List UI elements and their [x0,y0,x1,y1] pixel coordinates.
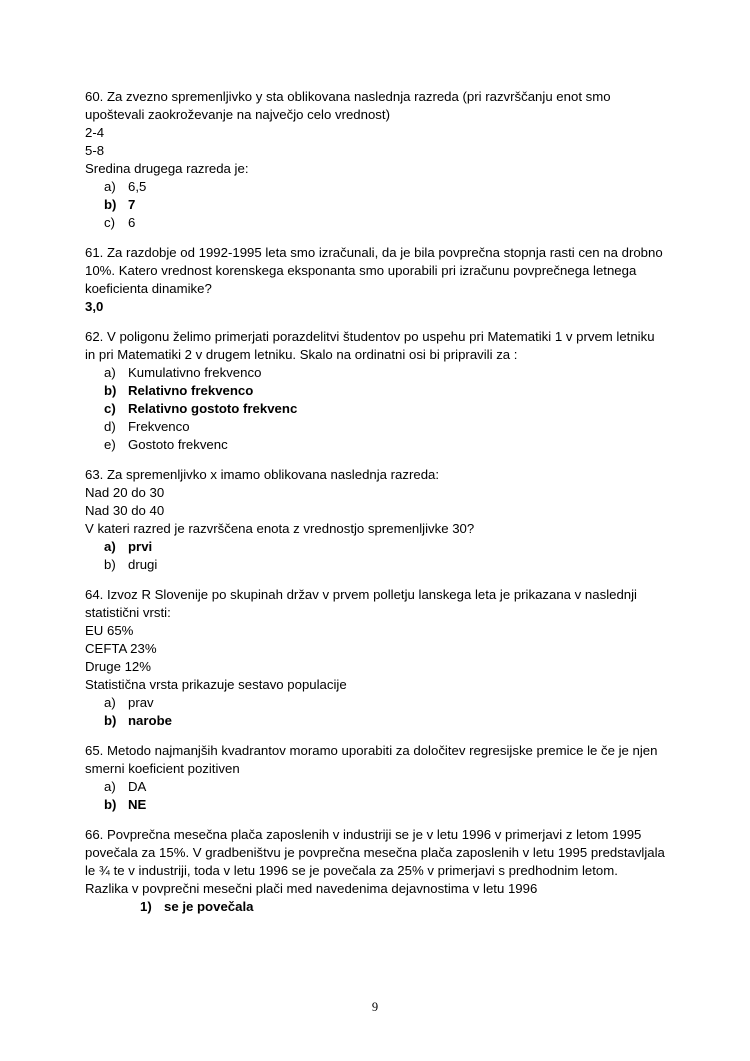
answer-options-list [85,538,665,574]
option-marker: 1) [140,899,152,914]
option-marker: b) [104,797,117,812]
answer-options-list [85,178,665,232]
option-label: drugi [128,557,158,572]
answer-option[interactable] [85,778,665,796]
question-text-line: Nad 20 do 30 [85,485,165,500]
question-text-line: 61. Za razdobje od 1992-1995 leta smo izračunali, da je bila povprečna stopnja rasti cen na drobno 10%. Katero vrednost korenskega eksponanta smo uporabili pri izračunu povprečnega letnega koeficienta dinamike? [85,245,667,296]
option-label: Frekvenco [128,419,190,434]
option-marker: b) [104,557,116,572]
answer-option[interactable] [85,196,665,214]
answer-option[interactable] [85,382,665,400]
option-marker: a) [104,695,116,710]
question-text-line: EU 65% [85,623,134,638]
answer-options-list [85,694,665,730]
answer-option[interactable] [85,898,665,916]
question-text-line: Sredina drugega razreda je: [85,161,249,176]
answer-option[interactable] [85,712,665,730]
answer-option[interactable] [85,436,665,454]
question-block-q61 [85,244,665,316]
answer-option[interactable] [85,418,665,436]
question-text-line: 62. V poligonu želimo primerjati porazdelitvi študentov po uspehu pri Matematiki 1 v prvem letniku in pri Matematiki 2 v drugem letniku. Skalo na ordinatni osi bi pripravili za : [85,329,659,362]
option-marker: b) [104,383,117,398]
question-text-line: CEFTA 23% [85,641,157,656]
question-text-line: Statistična vrsta prikazuje sestavo populacije [85,677,347,692]
question-text-line: Druge 12% [85,659,151,674]
option-label: Gostoto frekvenc [128,437,228,452]
answer-option[interactable] [85,538,665,556]
option-label: prav [128,695,154,710]
option-marker: b) [104,197,117,212]
option-label: se je povečala [164,899,254,914]
answer-option[interactable] [85,214,665,232]
option-label: DA [128,779,147,794]
option-label: Relativno frekvenco [128,383,254,398]
option-marker: a) [104,365,116,380]
question-text-line: 66. Povprečna mesečna plača zaposlenih v industriji se je v letu 1996 v primerjavi z letom 1995 povečala za 15%. V gradbeništvu je povprečna mesečna plača zaposlenih v letu 1995 predstavljala le ¾ te v industriji, toda v letu 1996 se je povečala za 25% v primerjavi s predhodnim letom. [85,827,669,878]
page-number: 9 [371,1000,379,1014]
option-marker: d) [104,419,116,434]
answer-option[interactable] [85,178,665,196]
question-block-q64 [85,586,665,730]
question-block-q65 [85,742,665,814]
questions-container [85,88,669,916]
answer-options-list [85,778,665,814]
question-block-q66 [85,826,669,916]
question-text-line: 63. Za spremenljivko x imamo oblikovana naslednja razreda: [85,467,440,482]
option-marker: a) [104,539,116,554]
option-marker: e) [104,437,116,452]
question-text-line: Nad 30 do 40 [85,503,165,518]
answer-options-list [85,898,665,916]
option-label: NE [128,797,147,812]
question-text-line: 3,0 [85,299,104,314]
option-marker: a) [104,179,116,194]
answer-option[interactable] [85,694,665,712]
option-label: narobe [128,713,172,728]
option-label: Relativno gostoto frekvenc [128,401,298,416]
option-marker: b) [104,713,117,728]
question-text-line: 60. Za zvezno spremenljivko y sta oblikovana naslednja razreda (pri razvrščanju enot smo upoštevali zaokroževanje na največjo celo vrednost) [85,89,615,122]
option-marker: c) [104,215,115,230]
option-marker: a) [104,779,116,794]
page-number-footer [0,1000,750,1014]
question-text-line: V kateri razred je razvrščena enota z vrednostjo spremenljivke 30? [85,521,475,536]
question-block-q62 [85,328,665,454]
answer-option[interactable] [85,796,665,814]
answer-option[interactable] [85,364,665,382]
question-block-q60 [85,88,665,232]
answer-option[interactable] [85,400,665,418]
option-label: 6 [128,215,136,230]
question-text-line: 65. Metodo najmanjših kvadrantov moramo uporabiti za določitev regresijske premice le če je njen smerni koeficient pozitiven [85,743,662,776]
answer-option[interactable] [85,556,665,574]
option-label: Kumulativno frekvenco [128,365,262,380]
option-label: 6,5 [128,179,147,194]
question-text-line: 2-4 [85,125,105,140]
option-label: prvi [128,539,153,554]
option-marker: c) [104,401,116,416]
option-label: 7 [128,197,136,212]
question-block-q63 [85,466,665,574]
question-text-line: Razlika v povprečni mesečni plači med navedenima dejavnostima v letu 1996 [85,881,538,896]
answer-options-list [85,364,665,454]
question-text-line: 64. Izvoz R Slovenije po skupinah držav v prvem polletju lanskega leta je prikazana v naslednji statistični vrsti: [85,587,641,620]
question-text-line: 5-8 [85,143,105,158]
